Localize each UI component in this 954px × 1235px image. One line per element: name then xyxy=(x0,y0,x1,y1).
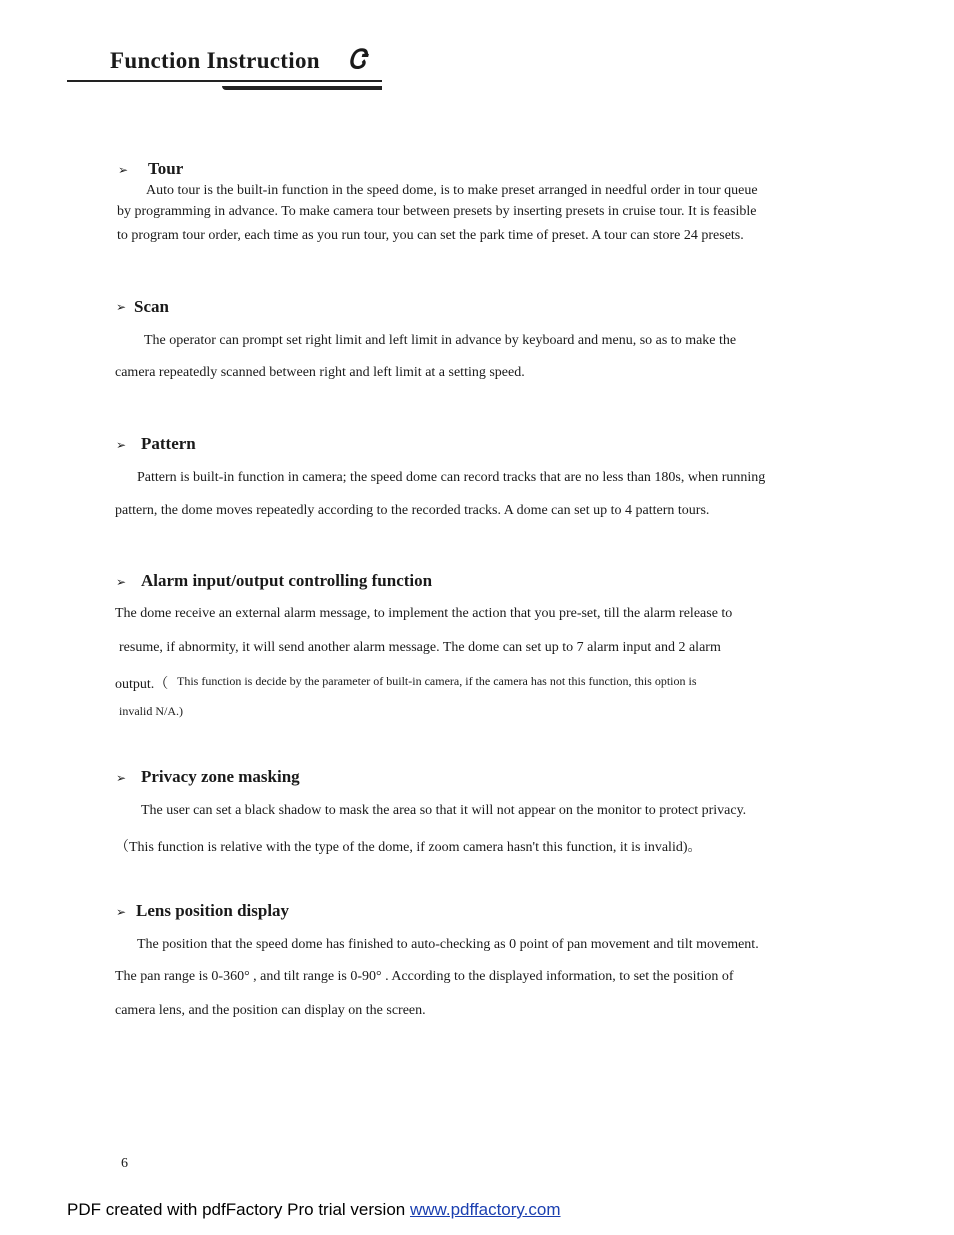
scan-line-2: camera repeatedly scanned between right and left limit at a setting speed. xyxy=(115,365,525,380)
alarm-note-line-1: This function is decide by the parameter of built-in camera, if the camera has not this function, this option is xyxy=(177,674,697,688)
alarm-line-3: output.（ xyxy=(115,677,169,692)
alarm-line-1: The dome receive an external alarm message, to implement the action that you pre-set, till the alarm release to xyxy=(115,606,733,621)
section-heading-scan: Scan xyxy=(134,297,169,316)
section-heading-tour: Tour xyxy=(148,159,184,178)
section-heading-privacy: Privacy zone masking xyxy=(141,767,300,786)
lens-line-1: The position that the speed dome has finished to auto-checking as 0 point of pan movement and tilt movement. xyxy=(137,937,759,952)
section-heading-alarm: Alarm input/output controlling function xyxy=(141,571,433,590)
tour-line-2: by programming in advance. To make camera tour between presets by inserting presets in cruise tour. It is feasible xyxy=(117,204,757,219)
bullet-arrow-icon: ➢ xyxy=(116,300,127,314)
header-ornament-icon: Ꮳ xyxy=(348,45,366,74)
lens-line-3: camera lens, and the position can display on the screen. xyxy=(115,1003,426,1018)
section-heading-lens: Lens position display xyxy=(136,901,290,920)
scan-line-1: The operator can prompt set right limit and left limit in advance by keyboard and menu, so as to make the xyxy=(144,333,737,348)
tour-line-1: Auto tour is the built-in function in the speed dome, is to make preset arranged in needful order in tour queue xyxy=(146,183,758,198)
footer-link[interactable]: www.pdffactory.com xyxy=(409,1200,561,1219)
pdf-footer xyxy=(67,1200,561,1220)
alarm-line-2: resume, if abnormity, it will send another alarm message. The dome can set up to 7 alarm input and 2 alarm xyxy=(119,640,721,655)
lens-line-2: The pan range is 0-360° , and tilt range is 0-90° . According to the displayed information, to set the position of xyxy=(115,969,734,984)
alarm-note-line-2: invalid N/A.) xyxy=(119,704,183,718)
page-number: 6 xyxy=(121,1156,128,1171)
privacy-line-1: The user can set a black shadow to mask the area so that it will not appear on the monitor to protect privacy. xyxy=(141,803,747,818)
page-title: Function Instruction xyxy=(110,48,320,73)
bullet-arrow-icon: ➢ xyxy=(116,438,127,452)
section-heading-pattern: Pattern xyxy=(141,434,196,453)
tour-line-3: to program tour order, each time as you run tour, you can set the park time of preset. A tour can store 24 presets. xyxy=(117,228,744,243)
bullet-arrow-icon: ➢ xyxy=(116,771,127,785)
header-rule xyxy=(67,80,382,82)
pattern-line-1: Pattern is built-in function in camera; the speed dome can record tracks that are no less than 180s, when running xyxy=(137,470,766,485)
bullet-arrow-icon: ➢ xyxy=(118,163,129,177)
bullet-arrow-icon: ➢ xyxy=(116,575,127,589)
privacy-line-2: （This function is relative with the type of the dome, if zoom camera hasn't this function, it is invalid)。 xyxy=(115,840,702,855)
bullet-arrow-icon: ➢ xyxy=(116,905,127,919)
pattern-line-2: pattern, the dome moves repeatedly according to the recorded tracks. A dome can set up to 4 pattern tours. xyxy=(115,503,710,518)
footer-text: PDF created with pdfFactory Pro trial version xyxy=(67,1200,410,1219)
header-rule-thick xyxy=(222,86,382,90)
